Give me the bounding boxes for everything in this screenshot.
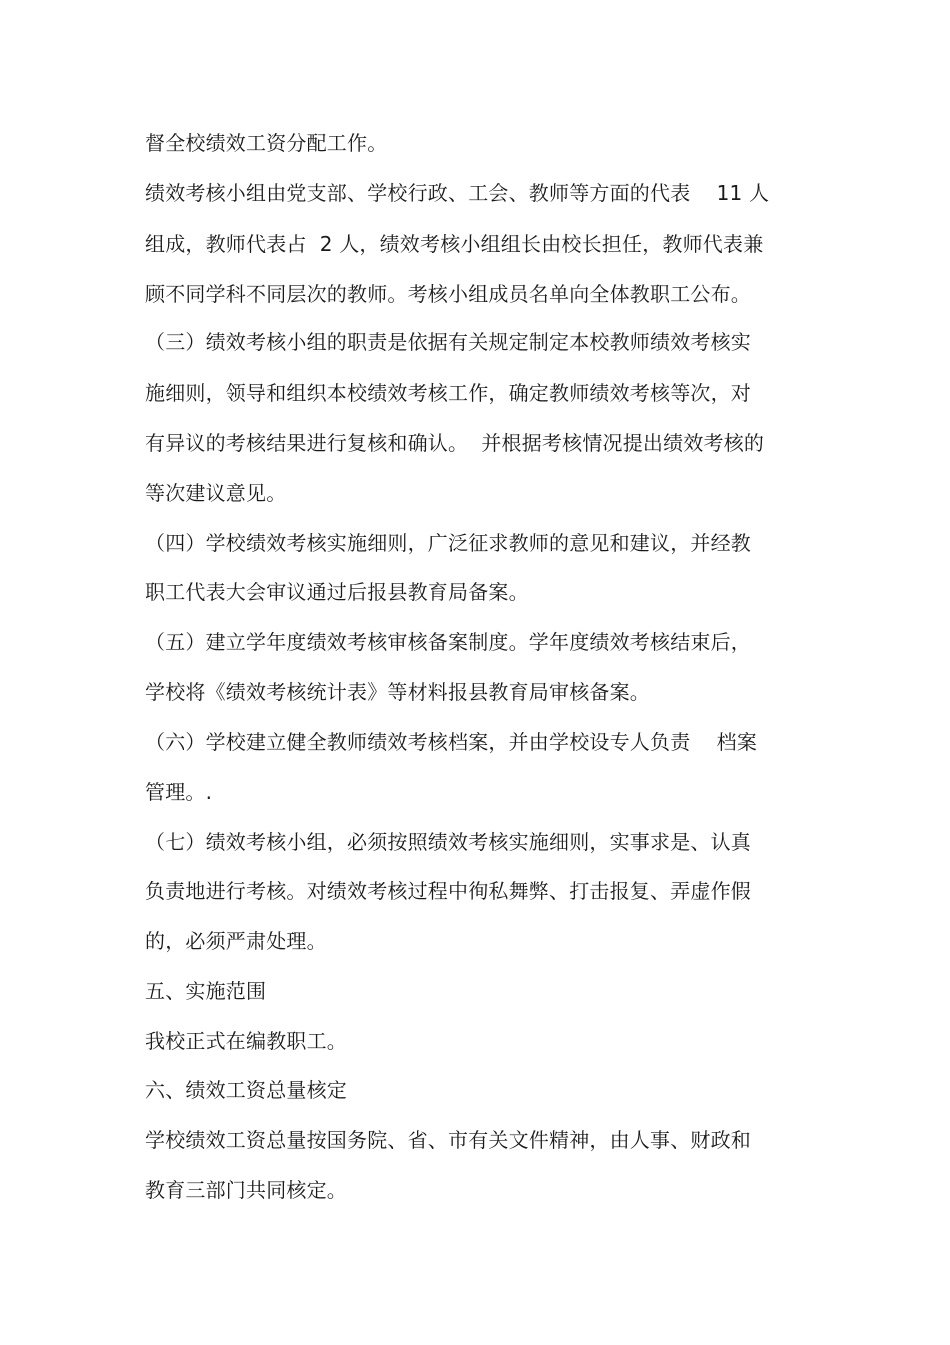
- text-line-22: 教育三部门共同核定。: [145, 1178, 347, 1202]
- text-line-21: 学校绩效工资总量按国务院、省、市有关文件精神，由人事、财政和: [145, 1128, 751, 1152]
- text-line-2: 绩效考核小组由党支部、学校行政、工会、教师等方面的代表 11 人: [145, 181, 770, 205]
- text-line-5: （三）绩效考核小组的职责是依据有关规定制定本校教师绩效考核实: [145, 330, 751, 354]
- text-line-15: （七）绩效考核小组，必须按照绩效考核实施细则，实事求是、认真: [145, 830, 751, 854]
- text-line-12: 学校将《绩效考核统计表》等材料报县教育局审核备案。: [145, 680, 650, 704]
- text-line-9: （四）学校绩效考核实施细则，广泛征求教师的意见和建议，并经教: [145, 531, 751, 555]
- section-heading-6: 六、绩效工资总量核定: [145, 1078, 347, 1102]
- text-line-11: （五）建立学年度绩效考核审核备案制度。学年度绩效考核结束后，: [145, 630, 751, 654]
- text-line-8: 等次建议意见。: [145, 481, 287, 505]
- text-line-4: 顾不同学科不同层次的教师。考核小组成员名单向全体教职工公布。: [145, 282, 751, 306]
- text-line-7: 有异议的考核结果进行复核和确认。 并根据考核情况提出绩效考核的: [145, 431, 765, 455]
- text-line-14: 管理。.: [145, 780, 213, 804]
- text-line-17: 的，必须严肃处理。: [145, 929, 327, 953]
- text-line-1: 督全校绩效工资分配工作。: [145, 131, 388, 155]
- text-line-16: 负责地进行考核。对绩效考核过程中徇私舞弊、打击报复、弄虚作假: [145, 879, 751, 903]
- text-line-3: 组成，教师代表占 2 人，绩效考核小组组长由校长担任，教师代表兼: [145, 232, 764, 256]
- text-line-13: （六）学校建立健全教师绩效考核档案，并由学校设专人负责 档案: [145, 730, 758, 754]
- text-line-6: 施细则，领导和组织本校绩效考核工作，确定教师绩效考核等次，对: [145, 381, 751, 405]
- text-line-10: 职工代表大会审议通过后报县教育局备案。: [145, 580, 529, 604]
- text-line-19: 我校正式在编教职工。: [145, 1029, 347, 1053]
- section-heading-5: 五、实施范围: [145, 979, 267, 1003]
